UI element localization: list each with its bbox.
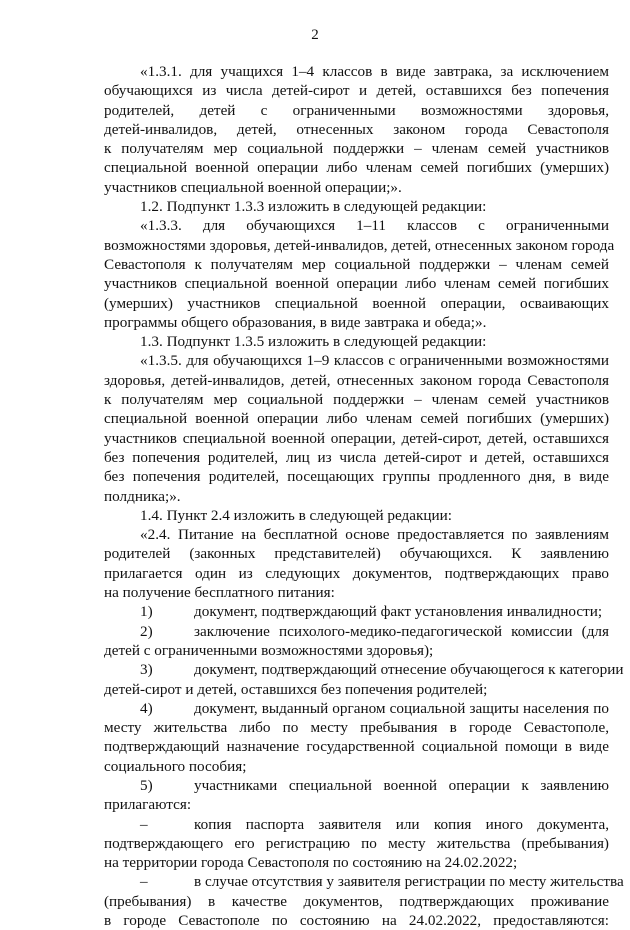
page-number: 2	[311, 27, 319, 43]
text-line	[104, 101, 609, 120]
line-text: к получателям мер социальной поддержки – членам семей участников	[104, 140, 609, 158]
text-line	[104, 853, 609, 872]
text-line	[104, 602, 609, 621]
line-text: в случае отсутствия у заявителя регистрации по месту жительства	[194, 873, 624, 891]
line-text: «1.3.1. для учащихся 1–4 классов в виде завтрака, за исключением	[140, 63, 609, 80]
line-text: (пребывания) в качестве документов, подтверждающих проживание	[104, 892, 609, 910]
line-text: «2.4. Питание на бесплатной основе предоставляется по заявлениям	[140, 526, 609, 544]
text-line	[104, 158, 609, 177]
text-line	[104, 351, 609, 370]
line-text: 1.4. Пункт 2.4 изложить в следующей редакции:	[140, 506, 453, 524]
text-line	[104, 622, 609, 641]
line-text: на территории города Севастополя по состоянию на 24.02.2022;	[104, 854, 518, 872]
text-line	[104, 236, 615, 255]
text-line	[104, 660, 624, 679]
text-line	[104, 332, 609, 351]
text-line	[104, 699, 609, 718]
text-line	[104, 795, 609, 814]
text-line	[104, 274, 609, 293]
line-text: подтверждающий назначение государственной социальной помощи в виде	[104, 738, 609, 756]
text-line	[104, 255, 609, 274]
line-text: участниками специальной военной операции к заявлению	[194, 776, 609, 794]
line-text: 1.3. Подпункт 1.3.5 изложить в следующей редакции:	[140, 333, 487, 351]
text-line	[104, 120, 609, 139]
line-text: социального пособия;	[104, 757, 247, 775]
line-text: возможностями здоровья, детей-инвалидов, детей, отнесенных законом города	[104, 236, 615, 254]
text-line	[104, 448, 609, 467]
text-line	[104, 834, 609, 853]
line-text: 1.2. Подпункт 1.3.3 изложить в следующей редакции:	[140, 198, 487, 216]
text-line	[104, 429, 609, 448]
line-text: подтверждающего его регистрацию по месту жительства (пребывания)	[104, 834, 609, 852]
line-text: копия паспорта заявителя или копия иного документа,	[194, 815, 609, 833]
text-line	[104, 216, 609, 235]
line-text: документ, подтверждающий факт установления инвалидности;	[194, 603, 603, 621]
text-line	[104, 409, 609, 428]
text-line	[104, 564, 609, 583]
text-line	[104, 487, 609, 506]
text-line	[104, 872, 624, 891]
line-text: участников специальной военной операции, детей-сирот, детей, оставшихся	[104, 429, 609, 447]
list-marker: 4)	[140, 699, 153, 717]
line-text: (умерших) участников специальной военной операции, осваивающих	[104, 294, 609, 312]
text-line	[104, 892, 609, 911]
text-line	[104, 390, 609, 409]
line-text: полдника;».	[104, 487, 181, 505]
text-line	[104, 583, 609, 602]
text-line	[104, 371, 609, 390]
line-text: месту жительства либо по месту пребывания в городе Севастополе,	[104, 719, 609, 737]
text-line	[104, 776, 609, 795]
line-text: специальной военной операции либо членам семей погибших (умерших)	[104, 159, 609, 177]
line-text: родителей (законных представителей) обучающихся. К заявлению	[104, 545, 609, 563]
text-line	[104, 641, 609, 660]
text-line	[104, 544, 609, 563]
document-body	[104, 62, 624, 930]
text-line	[104, 718, 609, 737]
text-line	[104, 680, 609, 699]
line-text: заключение психолого-медико-педагогической комиссии (для	[194, 622, 609, 640]
text-line	[104, 197, 609, 216]
text-line	[104, 757, 609, 776]
text-line	[104, 81, 609, 100]
line-text: в городе Севастополе по состоянию на 24.02.2022, предоставляются:	[104, 912, 609, 930]
list-marker: –	[140, 815, 148, 833]
list-marker: 1)	[140, 603, 153, 621]
list-marker: 2)	[140, 622, 153, 640]
line-text: прилагается один из следующих документов, подтверждающих право	[104, 564, 609, 582]
line-text: участников специальной военной операции либо членам семей погибших	[104, 275, 609, 293]
line-text: детей-сирот и детей, оставшихся без попечения родителей;	[104, 680, 488, 698]
text-line	[104, 525, 609, 544]
line-text: здоровья, детей-инвалидов, детей, отнесенных законом города Севастополя	[104, 371, 609, 389]
line-text: без попечения родителей, лиц из числа детей-сирот и детей, оставшихся	[104, 448, 609, 466]
text-line	[104, 294, 609, 313]
line-text: «1.3.5. для обучающихся 1–9 классов с ограниченными возможностями	[140, 352, 609, 370]
text-line	[104, 139, 609, 158]
text-line	[104, 178, 609, 197]
text-line	[104, 313, 609, 332]
text-line	[104, 737, 609, 756]
list-marker: –	[140, 873, 148, 891]
text-line	[104, 815, 609, 834]
text-line	[104, 506, 609, 525]
text-line	[104, 467, 609, 486]
line-text: без попечения родителей, посещающих группы продленного дня, в виде	[104, 468, 609, 486]
line-text: Севастополя к получателям мер социальной поддержки – членам семей	[104, 255, 609, 273]
line-text: документ, подтверждающий отнесение обучающегося к категории	[194, 661, 624, 679]
line-text: на получение бесплатного питания:	[104, 584, 335, 602]
text-line	[104, 911, 609, 930]
line-text: участников специальной военной операции;».	[104, 178, 402, 196]
line-text: детей-инвалидов, детей, отнесенных законом города Севастополя	[104, 120, 609, 138]
line-text: детей с ограниченными возможностями здоровья);	[104, 641, 434, 659]
text-line	[104, 62, 609, 81]
line-text: программы общего образования, в виде завтрака и обеда;».	[104, 313, 487, 331]
list-marker: 3)	[140, 661, 153, 679]
line-text: родителей, детей с ограниченными возможностями здоровья,	[104, 101, 609, 119]
line-text: «1.3.3. для обучающихся 1–11 классов с ограниченными	[140, 217, 609, 235]
line-text: документ, выданный органом социальной защиты населения по	[194, 699, 609, 717]
line-text: специальной военной операции либо членам семей погибших (умерших)	[104, 410, 609, 428]
list-marker: 5)	[140, 776, 153, 794]
line-text: к получателям мер социальной поддержки – членам семей участников	[104, 391, 609, 409]
line-text: обучающихся из числа детей-сирот и детей, оставшихся без попечения	[104, 82, 609, 100]
line-text: прилагаются:	[104, 796, 192, 814]
